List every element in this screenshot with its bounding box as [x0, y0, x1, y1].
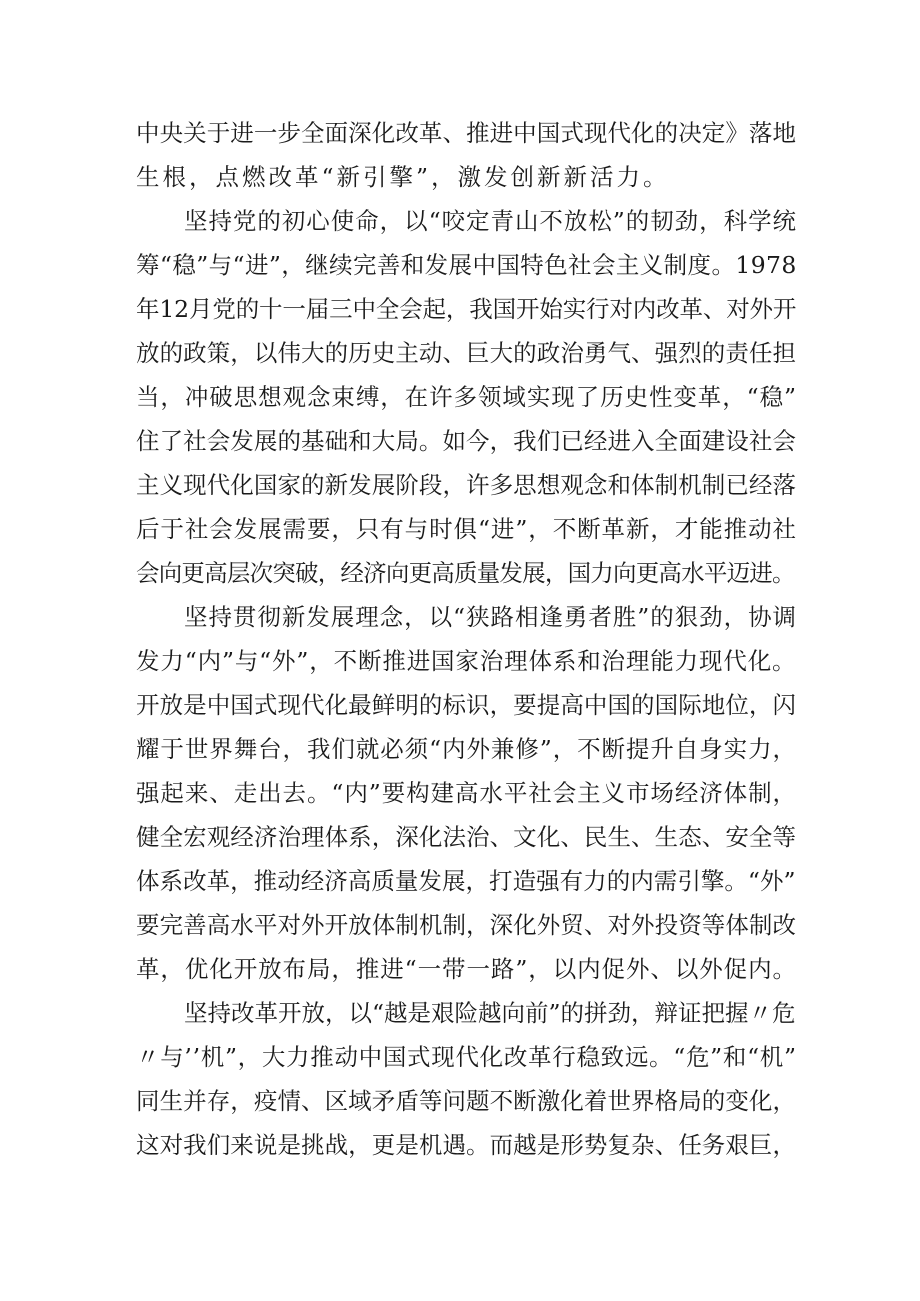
paragraph-line: 发力“内”与“外”，不断推进国家治理体系和治理能力现代化。 [136, 647, 797, 675]
paragraph-line: 革，优化开放布局，推进“一带一路”，以内促外、以外促内。 [136, 955, 797, 983]
paragraph-line: 要完善高水平对外开放体制机制，深化外贸、对外投资等体制改 [136, 911, 797, 939]
paragraph-line: 中央关于进一步全面深化改革、推进中国式现代化的决定》落地 [136, 119, 797, 147]
paragraph-line: 〃与’’机”，大力推动中国式现代化改革行稳致远。“危”和“机” [136, 1043, 797, 1071]
paragraph-first-line: 坚持贯彻新发展理念，以“狭路相逢勇者胜”的狠劲，协调 [184, 603, 797, 631]
paragraph-line: 健全宏观经济治理体系，深化法治、文化、民生、生态、安全等 [136, 823, 797, 851]
paragraph-line: 会向更高层次突破，经济向更高质量发展，国力向更高水平迈进。 [136, 559, 795, 587]
paragraph-line: 体系改革，推动经济高质量发展，打造强有力的内需引擎。“外” [136, 867, 796, 895]
paragraph-line: 主义现代化国家的新发展阶段，许多思想观念和体制机制已经落 [136, 471, 797, 499]
paragraph-line: 耀于世界舞台，我们就必须“内外兼修”，不断提升自身实力， [136, 735, 797, 763]
paragraph-line: 住了社会发展的基础和大局。如今，我们已经进入全面建设社会 [136, 427, 797, 455]
paragraph-line: 开放是中国式现代化最鲜明的标识，要提高中国的国际地位，闪 [136, 691, 797, 719]
paragraph-line: 同生并存，疫情、区域矛盾等问题不断激化着世界格局的变化， [136, 1087, 797, 1115]
paragraph-line: 强起来、走出去。“内”要构建高水平社会主义市场经济体制， [136, 779, 797, 807]
paragraph-line: 当，冲破思想观念束缚，在许多领域实现了历史性变革，“稳” [136, 383, 797, 411]
paragraph-line: 后于社会发展需要，只有与时俱“进”，不断革新，才能推动社 [136, 515, 797, 543]
paragraph-line: 筹“稳”与“进”，继续完善和发展中国特色社会主义制度。1978 [136, 251, 797, 279]
paragraph-first-line: 坚持改革开放，以“越是艰险越向前”的拼劲，辩证把握〃危 [184, 999, 796, 1027]
paragraph-line: 生根，点燃改革“新引擎”，激发创新新活力。 [136, 163, 670, 191]
paragraph-line: 这对我们来说是挑战，更是机遇。而越是形势复杂、任务艰巨， [136, 1131, 797, 1159]
paragraph-line: 年12月党的十一届三中全会起，我国开始实行对内改革、对外开 [136, 295, 797, 323]
paragraph-first-line: 坚持党的初心使命，以“咬定青山不放松”的韧劲，科学统 [184, 207, 797, 235]
paragraph-line: 放的政策，以伟大的历史主动、巨大的政治勇气、强烈的责任担 [136, 339, 797, 367]
